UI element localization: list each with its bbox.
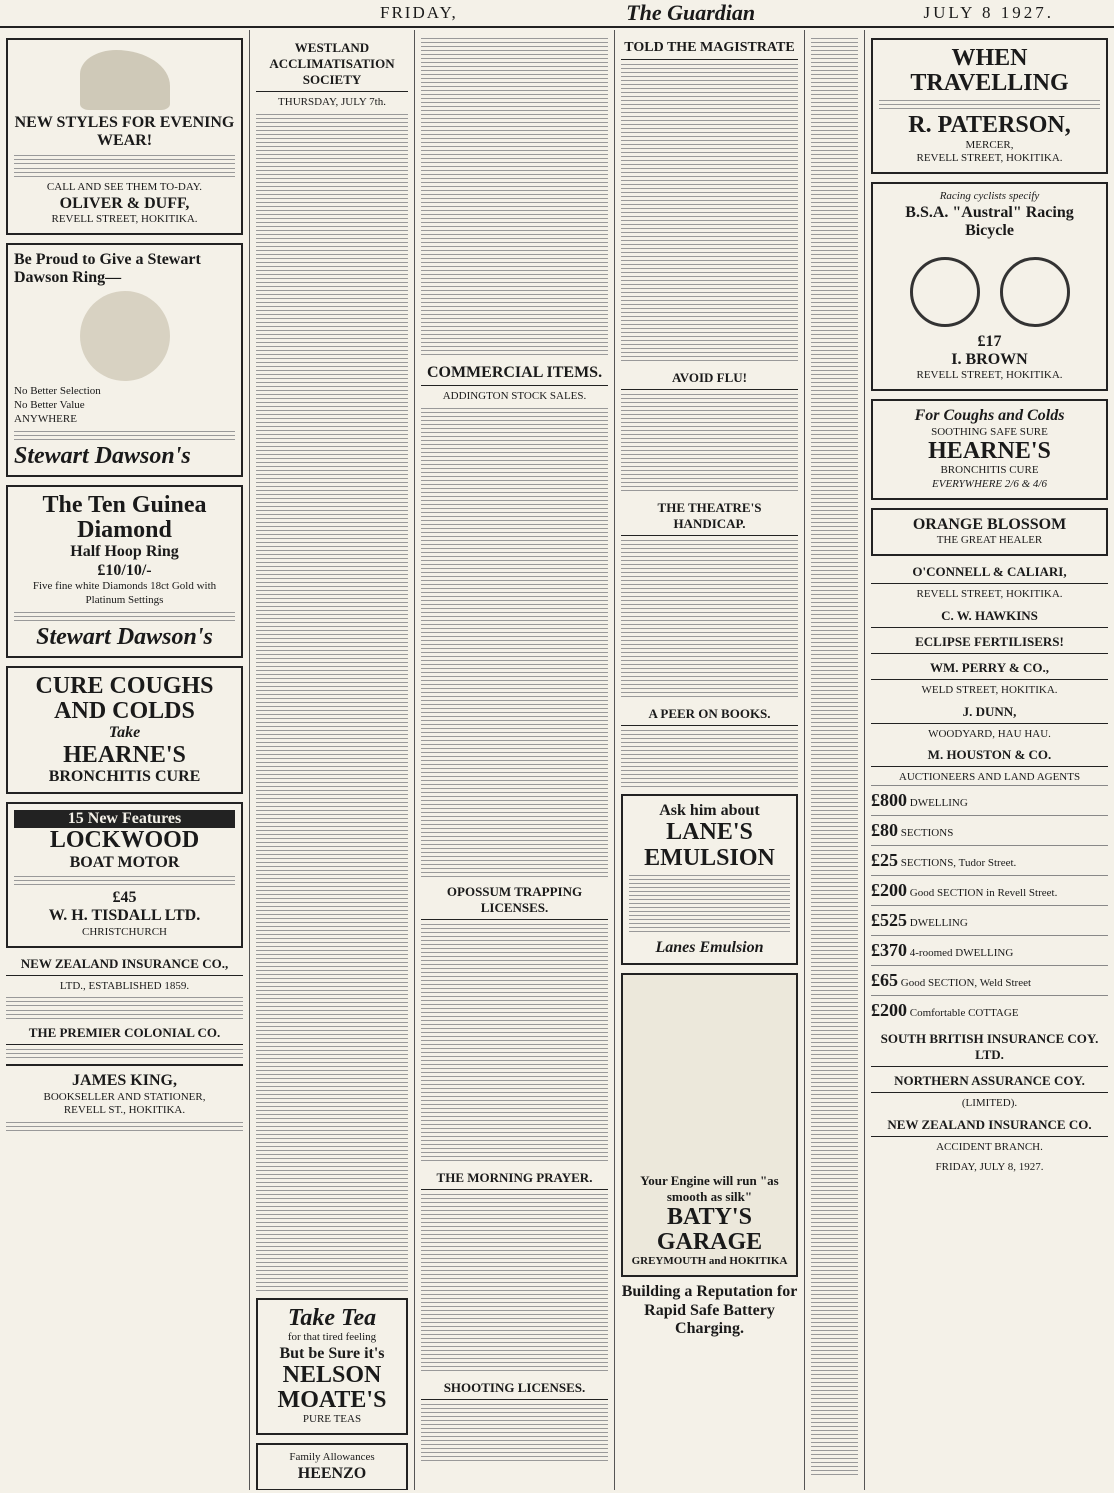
property-price: £200 <box>871 880 907 901</box>
property-description: Good SECTION in Revell Street. <box>907 887 1058 900</box>
battery-line: Building a Reputation for Rapid Safe Battery Charging. <box>621 1283 798 1337</box>
coughs-line4: HEARNE'S <box>63 741 186 768</box>
eclipse-headline: ECLIPSE FERTILISERS! <box>871 634 1108 654</box>
garage-ad <box>621 973 798 1277</box>
property-price: £800 <box>871 790 907 811</box>
motor-ad <box>6 802 243 948</box>
ring-ad <box>6 243 243 477</box>
bsa-firm: I. BROWN <box>951 350 1028 368</box>
commercial-headline: COMMERCIAL ITEMS. <box>421 364 608 386</box>
addington-subhead: ADDINGTON STOCK SALES. <box>442 390 587 402</box>
northern-name: NORTHERN ASSURANCE COY. <box>871 1073 1108 1093</box>
motor-ad-product: BOAT MOTOR <box>69 853 180 871</box>
theatre-headline: THE THEATRE'S HANDICAP. <box>621 500 798 536</box>
tea-line5: PURE TEAS <box>302 1413 362 1426</box>
tea-line1: Take Tea <box>287 1304 377 1331</box>
diamond-ad-firm: Stewart Dawson's <box>36 623 213 650</box>
property-description: SECTIONS <box>898 827 954 840</box>
heenzo-ad <box>256 1443 408 1490</box>
footer-date: FRIDAY, JULY 8, 1927. <box>935 1160 1044 1173</box>
property-price: £80 <box>871 820 898 841</box>
property-listing <box>871 965 1108 995</box>
peer-headline: A PEER ON BOOKS. <box>621 706 798 726</box>
column-5 <box>805 30 865 1490</box>
hearne-tag: EVERYWHERE 2/6 & 4/6 <box>932 478 1047 491</box>
society-headline: WESTLAND ACCLIMATISATION SOCIETY <box>256 40 408 92</box>
hearne-sub: BRONCHITIS CURE <box>940 464 1039 477</box>
opossum-headline: OPOSSUM TRAPPING LICENSES. <box>421 884 608 920</box>
shoe-ad-address: REVELL STREET, HOKITIKA. <box>51 212 198 225</box>
bsa-address: REVELL STREET, HOKITIKA. <box>916 369 1063 382</box>
king-trade: BOOKSELLER AND STATIONER, <box>43 1090 206 1103</box>
motor-ad-city: CHRISTCHURCH <box>82 925 167 938</box>
travel-address: REVELL STREET, HOKITIKA. <box>916 152 1063 165</box>
property-listing <box>871 815 1108 845</box>
blossom-headline: ORANGE BLOSSOM <box>912 515 1067 533</box>
emulsion-line2: LANE'S EMULSION <box>644 819 775 871</box>
perry-firm: WM. PERRY & CO., <box>871 660 1108 680</box>
property-listing <box>871 935 1108 965</box>
society-date: THURSDAY, JULY 7th. <box>278 96 386 108</box>
nz-insurance-sub: ACCIDENT BRANCH. <box>936 1140 1043 1153</box>
property-price: £525 <box>871 910 907 931</box>
ring-ad-headline: Be Proud to Give a Stewart Dawson Ring— <box>14 250 201 287</box>
south-british-name: SOUTH BRITISH INSURANCE COY. LTD. <box>871 1031 1108 1067</box>
diamond-ad-sub: Half Hoop Ring <box>70 543 179 561</box>
dunn-firm: J. DUNN, <box>871 704 1108 724</box>
coughs-line2: AND COLDS <box>54 697 195 724</box>
tea-line2: for that tired feeling <box>287 1330 377 1343</box>
prayer-headline: THE MORNING PRAYER. <box>421 1170 608 1190</box>
heenzo-title: Family Allowances <box>289 1451 375 1464</box>
shooting-headline: SHOOTING LICENSES. <box>421 1380 608 1400</box>
colonial-name: THE PREMIER COLONIAL CO. <box>6 1025 243 1045</box>
travel-ad <box>871 38 1108 174</box>
houston-trade: AUCTIONEERS AND LAND AGENTS <box>898 771 1081 784</box>
hawkins-firm: C. W. HAWKINS <box>871 608 1108 628</box>
northern-sub: (LIMITED). <box>961 1097 1018 1110</box>
garage-line2: BATY'S GARAGE <box>656 1204 763 1256</box>
portrait-icon <box>80 291 170 381</box>
diamond-ad-price: £10/10/- <box>97 561 152 579</box>
diamond-ad <box>6 485 243 658</box>
bsa-price: £17 <box>977 332 1002 350</box>
travel-firm: R. PATERSON, <box>908 112 1071 139</box>
motor-ad-headline: 15 New Features <box>14 810 235 828</box>
property-description: SECTIONS, Tudor Street. <box>898 857 1017 870</box>
motor-ad-firm: W. H. TISDALL LTD. <box>48 907 201 925</box>
masthead <box>0 0 1114 28</box>
bicycle-icon <box>900 247 1080 327</box>
garage-line1: Your Engine will run "as smooth as silk" <box>640 1173 779 1205</box>
coughs-line1: CURE COUGHS <box>35 672 214 699</box>
ring-ad-tag3: ANYWHERE <box>14 412 77 425</box>
travel-trade: MERCER, <box>965 138 1014 151</box>
ring-ad-tag1: No Better Selection <box>14 385 101 398</box>
property-price-list <box>871 785 1108 1025</box>
tea-line3: But be Sure it's <box>279 1344 385 1362</box>
shoe-ad <box>6 38 243 235</box>
property-price: £370 <box>871 940 907 961</box>
tea-ad <box>256 1298 408 1435</box>
property-price: £200 <box>871 1000 907 1021</box>
masthead-date: JULY 8 1927. <box>923 3 1054 22</box>
property-description: DWELLING <box>907 917 968 930</box>
property-listing <box>871 875 1108 905</box>
diamond-ad-detail: Five fine white Diamonds 18ct Gold with Platinum Settings <box>32 580 217 606</box>
column-6 <box>865 30 1114 1490</box>
shoe-ad-cta: CALL AND SEE THEM TO-DAY. <box>46 180 203 193</box>
travel-headline: WHEN TRAVELLING <box>910 45 1069 97</box>
coughs-line3: Take <box>108 724 141 742</box>
bsa-ad <box>871 182 1108 391</box>
blossom-sub: THE GREAT HEALER <box>936 534 1043 547</box>
property-description: Good SECTION, Weld Street <box>898 977 1032 990</box>
coughs-line5: BRONCHITIS CURE <box>48 767 201 785</box>
emulsion-ad <box>621 794 798 965</box>
magistrate-headline: TOLD THE MAGISTRATE <box>621 40 798 60</box>
masthead-title: The Guardian <box>626 0 756 25</box>
king-address: REVELL ST., HOKITIKA. <box>63 1104 186 1117</box>
column-4 <box>615 30 805 1490</box>
ring-ad-tag2: No Better Value <box>14 399 85 412</box>
column-2 <box>250 30 415 1490</box>
property-price: £25 <box>871 850 898 871</box>
blossom-ad <box>871 508 1108 556</box>
heenzo-brand: HEENZO <box>297 1464 367 1482</box>
property-description: Comfortable COTTAGE <box>907 1007 1019 1020</box>
property-description: DWELLING <box>907 797 968 810</box>
coughs-ad <box>6 666 243 794</box>
king-name: JAMES KING, <box>72 1072 177 1090</box>
nz-insurance-name: NEW ZEALAND INSURANCE CO. <box>871 1117 1108 1137</box>
column-3 <box>415 30 615 1490</box>
diamond-ad-headline: The Ten Guinea Diamond <box>42 491 207 544</box>
emulsion-line1: Ask him about <box>659 802 760 819</box>
emulsion-brand: Lanes Emulsion <box>655 938 764 956</box>
bsa-headline: B.S.A. "Austral" Racing Bicycle <box>905 203 1074 240</box>
shoe-icon <box>80 50 170 110</box>
avoid-flu-headline: AVOID FLU! <box>621 370 798 390</box>
shoe-ad-firm: OLIVER & DUFF, <box>59 194 190 212</box>
masthead-day: FRIDAY, <box>380 3 458 22</box>
insurance-sub: LTD., ESTABLISHED 1859. <box>59 979 190 992</box>
property-listing <box>871 785 1108 815</box>
property-listing <box>871 995 1108 1025</box>
ring-ad-firm: Stewart Dawson's <box>14 442 191 469</box>
column-1 <box>0 30 250 1490</box>
oconnell-address: REVELL STREET, HOKITIKA. <box>916 588 1063 601</box>
motor-ad-price: £45 <box>112 889 137 907</box>
shoe-ad-headline: NEW STYLES FOR EVENING WEAR! <box>14 114 235 150</box>
perry-address: WELD STREET, HOKITIKA. <box>921 683 1058 696</box>
insurance-name: NEW ZEALAND INSURANCE CO., <box>6 956 243 976</box>
tea-line4: NELSON MOATE'S <box>277 1362 387 1414</box>
property-listing <box>871 845 1108 875</box>
bsa-tagline: Racing cyclists specify <box>939 190 1040 203</box>
property-description: 4-roomed DWELLING <box>907 947 1014 960</box>
coughs-colds-line1: For Coughs and Colds <box>914 407 1065 425</box>
property-price: £65 <box>871 970 898 991</box>
coughs-colds-ad <box>871 399 1108 500</box>
dunn-trade: WOODYARD, HAU HAU. <box>928 727 1051 740</box>
houston-firm: M. HOUSTON & CO. <box>871 747 1108 767</box>
oconnell-firm: O'CONNELL & CALIARI, <box>871 564 1108 584</box>
property-listing <box>871 905 1108 935</box>
coughs-colds-line2: SOOTHING SAFE SURE <box>931 425 1048 438</box>
motor-ad-brand: LOCKWOOD <box>49 827 200 854</box>
hearne-brand: HEARNE'S <box>928 438 1051 465</box>
garage-line3: GREYMOUTH and HOKITIKA <box>631 1255 788 1268</box>
